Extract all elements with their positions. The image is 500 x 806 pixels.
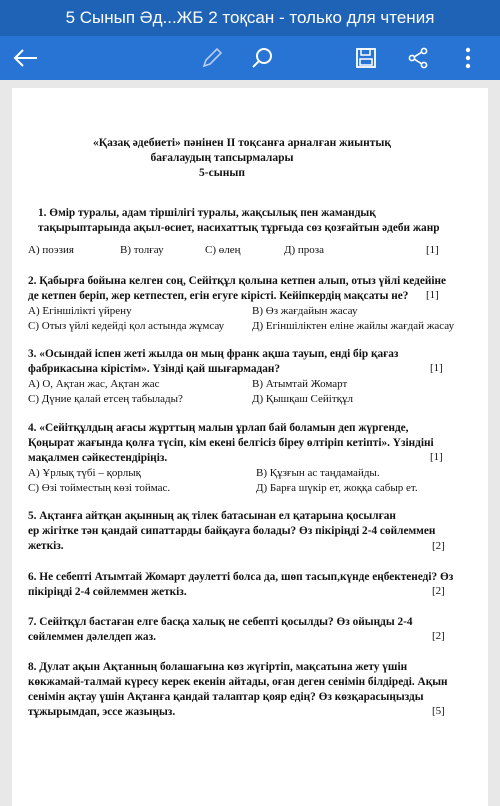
- q5-mark: [2]: [432, 540, 445, 552]
- doc-title-line2: бағалаудың тапсырмалары: [150, 152, 294, 164]
- q8-line4: тұжырымдап, эссе жазыңыз.: [28, 706, 176, 718]
- doc-title-line3: 5-сынып: [199, 167, 245, 179]
- question-6: [28, 570, 488, 600]
- q8-line1: 8. Дулат ақын Ақтанның болашағына көз жүгіртіп, мақсатына жету үшін: [28, 661, 408, 673]
- q3-option-b: В) Атымтай Жомарт: [252, 378, 348, 390]
- q1-option-b: В) толғау: [120, 244, 164, 256]
- q3-option-a: А) О, Ақтан жас, Ақтан жас: [28, 378, 160, 390]
- window-title: 5 Сынып Әд...ЖБ 2 тоқсан - только для чтения: [65, 8, 435, 27]
- q2-option-d: Д) Егіншіліктен еліне жайлы жағдай жасау: [252, 320, 455, 332]
- more-icon[interactable]: [452, 42, 484, 74]
- q2-option-c: С) Отыз үйлі кедейді қол астында жұмсау: [28, 320, 225, 332]
- q3-option-c: С) Дүние қалай етсең табылады?: [28, 393, 183, 405]
- pen-icon[interactable]: [196, 42, 228, 74]
- q5-line2: ер жігітке тән қандай сипаттарды байқауға болады? Өз пікіріңді 2-4 сөйлеммен: [28, 525, 436, 537]
- q1-line1: 1. Өмір туралы, адам тіршілігі туралы, жақсылық пен жамандық: [38, 207, 376, 219]
- search-icon[interactable]: [246, 42, 278, 74]
- q4-line2: Қоңырат жағында қолға түсіп, кім екені белгісіз біреу өлтіріп кетіпті». Үзіндіні: [28, 437, 434, 449]
- q4-line1: 4. «Сейітқұлдың ағасы жұрттың малын ұрлап бай боламын деп жүргенде,: [28, 422, 409, 434]
- save-icon[interactable]: [350, 42, 382, 74]
- q2-line2: де кетпен беріп, жер кетпестеп, егін егуге кірісті. Кейіпкердің мақсаты не?: [28, 290, 409, 302]
- q8-mark: [5]: [432, 705, 445, 717]
- q6-mark: [2]: [432, 585, 445, 597]
- q3-line1: 3. «Осындай іспен жеті жылда он мың франк ақша тауып, енді бір қағаз: [28, 348, 399, 360]
- q4-option-d: Д) Барға шүкір ет, жоққа сабыр ет.: [256, 482, 418, 494]
- q4-option-c: С) Өзі тойместың көзі тоймас.: [28, 482, 171, 494]
- q2-option-a: А) Егіншілікті үйрену: [28, 305, 132, 317]
- question-2: [28, 274, 478, 304]
- q5-line3: жеткіз.: [28, 540, 64, 552]
- q5-line1: 5. Ақтанға айтқан ақынның ақ тілек батасынан ел қатарына қосылған: [28, 510, 396, 522]
- back-arrow-icon[interactable]: [10, 42, 42, 74]
- q1-option-a: А) поэзия: [28, 244, 74, 256]
- q7-mark: [2]: [432, 630, 445, 642]
- q2-option-b: В) Өз жағдайын жасау: [252, 305, 358, 317]
- q6-line2: пікіріңді 2-4 сөйлеммен жеткіз.: [28, 586, 187, 598]
- q3-option-d: Д) Қышқаш Сейітқұл: [252, 393, 353, 405]
- question-4: [28, 421, 478, 466]
- question-5: [28, 509, 478, 554]
- share-icon[interactable]: [402, 42, 434, 74]
- q7-line1: 7. Сейітқұл бастаған елге басқа халық не себепті қосылды? Өз ойыңды 2-4: [28, 616, 413, 628]
- q2-mark: [1]: [426, 289, 439, 301]
- q4-option-b: В) Құзғын ас таңдамайды.: [256, 467, 380, 479]
- question-7: [28, 615, 478, 645]
- q3-line2: фабрикасына кірістім». Үзінді қай шығармадан?: [28, 363, 281, 375]
- question-8: [28, 660, 488, 720]
- document-page[interactable]: [12, 88, 488, 806]
- q4-line3: мақалмен сәйкестендіріңіз.: [28, 452, 168, 464]
- doc-title-line1: «Қазақ әдебиеті» пәнінен ІІ тоқсанға арналған жиынтық: [92, 137, 391, 149]
- window-title-bar: [0, 0, 500, 36]
- q3-mark: [1]: [430, 362, 443, 374]
- q2-line1: 2. Қабырға бойына келген соң, Сейітқұл қолына кетпен алып, отыз үйлі кедейіне: [28, 275, 447, 287]
- q1-option-c: С) өлең: [205, 244, 241, 256]
- q4-mark: [1]: [430, 451, 443, 463]
- q1-line2: тақырыптарында ақыл-өсиет, насихаттық тұрғыда сөз қозғайтын әдеби жанр: [38, 222, 440, 234]
- q4-option-a: А) Ұрлық түбі – қорлық: [28, 467, 142, 479]
- q1-mark: [1]: [426, 244, 439, 256]
- question-1: [38, 206, 468, 236]
- q8-line3: сенімін ақтау үшін Ақтанға қандай талаптар қояр едің? Өз көзқарасыңызды: [28, 691, 424, 703]
- q7-line2: сөйлеммен дәлелдеп жаз.: [28, 631, 156, 643]
- q1-option-d: Д) проза: [284, 244, 325, 256]
- q8-line2: көкжамай-талмай күресу керек екенін айтады, оған деген сенімін білдіреді. Ақын: [28, 676, 448, 688]
- q6-line1: 6. Не себепті Атымтай Жомарт дәулетті болса да, шөп тасып,күнде еңбектенеді? Өз: [28, 571, 454, 583]
- toolbar: [0, 36, 500, 80]
- question-3: [28, 347, 478, 377]
